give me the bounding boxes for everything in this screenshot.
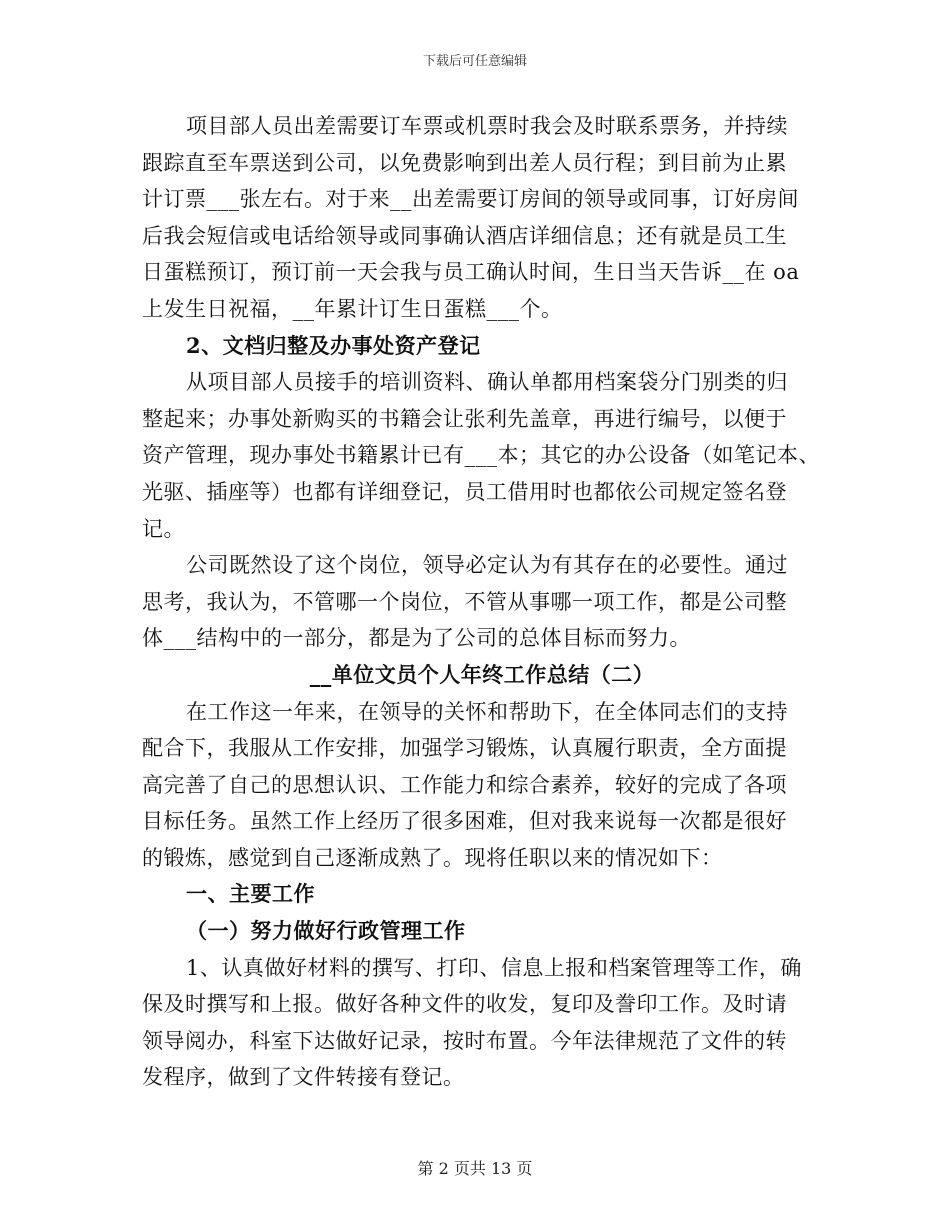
paragraph-line: 从项目部人员接手的培训资料、确认单都用档案袋分门别类的归: [186, 370, 788, 395]
paragraph-line: 项目部人员出差需要订车票或机票时我会及时联系票务，并持续: [186, 114, 788, 138]
page-header: 下载后可任意编辑: [422, 54, 527, 69]
paragraph-line: 领导阅办，科室下达做好记录，按时布置。今年法律规范了文件的转: [142, 1028, 787, 1053]
paragraph-line: 光驱、插座等）也都有详细登记，员工借用时也都依公司规定签名登: [142, 479, 787, 504]
paragraph-line: 在工作这一年来，在领导的关怀和帮助下，在全体同志们的支持: [186, 699, 788, 724]
paragraph-line: 跟踪直至车票送到公司，以免费影响到出差人员行程；到目前为止累: [142, 150, 787, 175]
paragraph-line: 上发生日祝福，__年累计订生日蛋糕___个。: [142, 296, 563, 321]
paragraph-line: 整起来；办事处新购买的书籍会让张利先盖章，再进行编号，以便于: [142, 406, 787, 431]
paragraph-line: 记。: [142, 516, 185, 541]
document-title: __单位文员个人年终工作总结（二）: [309, 661, 655, 687]
section-heading: 一、主要工作: [186, 881, 315, 907]
paragraph-line: 发程序，做到了文件转接有登记。: [142, 1065, 465, 1090]
paragraph-line: 计订票___张左右。对于来__出差需要订房间的领导或同事，订好房间: [142, 187, 799, 212]
paragraph-line: 日蛋糕预订，预订前一天会我与员工确认时间，生日当天告诉__在 oa: [142, 260, 800, 285]
paragraph-line: 的锻炼，感觉到自己逐渐成熟了。现将任职以来的情况如下：: [142, 845, 723, 870]
paragraph-line: 资产管理，现办事处书籍累计已有___本；其它的办公设备（如笔记本、: [142, 443, 820, 468]
paragraph-line: 目标任务。虽然工作上经历了很多困难，但对我来说每一次都是很好: [142, 809, 787, 834]
page-footer: 第 2 页共 13 页: [417, 1159, 533, 1178]
subsection-heading: （一）努力做好行政管理工作: [186, 918, 466, 944]
paragraph-line: 体___结构中的一部分，都是为了公司的总体目标而努力。: [142, 626, 691, 651]
paragraph-line: 配合下，我服从工作安排，加强学习锻炼，认真履行职责，全方面提: [142, 736, 787, 761]
paragraph-line: 1、认真做好材料的撰写、打印、信息上报和档案管理等工作，确: [186, 955, 802, 980]
paragraph-line: 高完善了自己的思想认识、工作能力和综合素养，较好的完成了各项: [142, 772, 787, 797]
paragraph-line: 公司既然设了这个岗位，领导必定认为有其存在的必要性。通过: [186, 553, 788, 578]
paragraph-line: 后我会短信或电话给领导或同事确认酒店详细信息；还有就是员工生: [142, 223, 787, 248]
document-body: [142, 108, 822, 1096]
paragraph-line: 思考，我认为，不管哪一个岗位，不管从事哪一项工作，都是公司整: [142, 589, 787, 614]
section-heading: 2、文档归整及办事处资产登记: [186, 332, 481, 358]
paragraph-line: 保及时撰写和上报。做好各种文件的收发，复印及誊印工作。及时请: [142, 992, 787, 1017]
